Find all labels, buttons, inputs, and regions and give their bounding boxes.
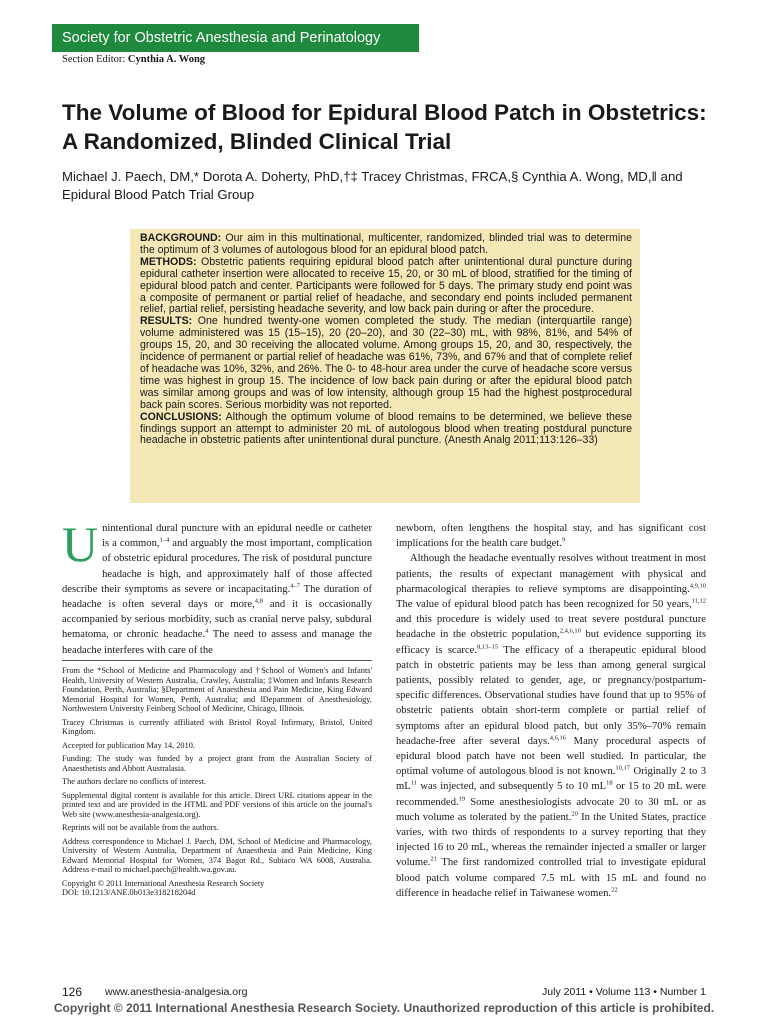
footnote-conflicts: The authors declare no conflicts of interest.	[62, 777, 206, 786]
citation: 4	[205, 627, 209, 635]
abstract-conclusions	[140, 412, 632, 448]
citation: 11,12	[691, 597, 706, 605]
copyright-notice: Copyright © 2011 International Anesthesia Research Society. Unauthorized reproduction of this article is prohibited.	[53, 1001, 715, 1015]
abstract-box	[130, 229, 640, 503]
citation: 10,17	[615, 764, 631, 772]
citation: 4–7	[290, 582, 300, 590]
text-run: The efficacy of a therapeutic epidural blood patch in obstetric patients may be less than among general surgical patients, possibly related to gender, age, or pregnancy/postpartum-specific differences. Observational studies have found that up to 95% of obstetric patients obtain short-term complete or partial relief of symptoms after an epidural blood patch, but only 35%–70% remain headache-free after several days.	[396, 644, 706, 747]
section-editor-name: Cynthia A. Wong	[127, 54, 206, 65]
abstract-methods	[140, 257, 632, 317]
text-run: or 15 to 20 mL were recommended.	[396, 781, 706, 808]
text-run: and this procedure is widely used to treat severe postdural puncture headache in the obstetric population,	[396, 614, 706, 641]
journal-url[interactable]: www.anesthesia-analgesia.org	[105, 986, 248, 998]
methods-text: Obstetric patients requiring epidural blood patch after unintentional dural puncture during epidural catheter insertion were allocated to receive 15, 20, or 30 mL of blood, stratified for the timing of epidural blood patch and center. Participants were followed for 5 days. The primary study end point was a composite of permanent or partial relief of headache, and secondary end points included permanent relief, partial relief, persisting headache severity, and low back pain during or after the procedure.	[140, 255, 632, 316]
text-run: Originally 2 to 3 mL	[396, 766, 706, 793]
citation: 9	[561, 536, 566, 544]
citation: 11	[410, 779, 417, 787]
issue-info: July 2011 • Volume 113 • Number 1	[542, 986, 706, 998]
footnote-rule	[62, 660, 372, 661]
society-banner: Society for Obstetric Anesthesia and Perinatology	[52, 24, 419, 52]
second-paragraph	[396, 551, 706, 901]
footnotes	[62, 666, 372, 902]
body-right-column	[396, 521, 706, 901]
citation: 2,4,6,10	[559, 627, 581, 635]
citation: 4,8	[254, 597, 263, 605]
abstract-background	[140, 233, 632, 257]
footnote-copyright-doi: Copyright © 2011 International Anesthesia Research Society DOI: 10.1213/ANE.0b013e318218204d	[62, 878, 265, 897]
results-text: One hundred twenty-one women completed the study. The median (interquartile range) volume administered was 15 (15–15), 20 (20–20), and 30 (22–30) mL, with 98%, 81%, and 54% of groups 15, 20, and 30 receiving the allocated volume. Among groups 15, 20, and 30, respectively, the incidence of permanent or partial relief of headache was 61%, 73%, and 67% and that of complete relief of headache was 10%, 32%, and 26%. The 0- to 48-hour area under the curve of headache score versus time was highest in group 15. The incidence of low back pain during or after the epidural blood patch was similar among groups and was of low intensity, although group 15 had the highest postprocedural back pain scores. Serious morbidity was not reported.	[140, 315, 633, 411]
footnote-accepted: Accepted for publication May 14, 2010.	[62, 740, 195, 750]
text-run: Many procedural aspects of epidural blood patch have not been well studied. In particular, the optimal volume of autologous blood is not known.	[396, 735, 706, 778]
section-editor-label: Section Editor:	[62, 54, 126, 65]
text-run: nintentional dural puncture with an epidural needle or catheter is a common,	[102, 523, 372, 550]
citation: 22	[611, 886, 618, 894]
background-label: BACKGROUND:	[140, 232, 222, 244]
intro-paragraph	[62, 516, 372, 658]
text-run: and it is occasionally accompanied by serious morbidity, such as cranial nerve palsy, subdural hematoma, or chronic headache.	[62, 599, 372, 641]
footnote-affiliations: From the *School of Medicine and Pharmacology and †School of Women's and Infants' Health, University of Western Australia, Crawley, Australia; ‡Women and Infants Research Foundation, Perth, Australia; §Department of Anaesthesia and Pain Medicine, King Edward Memorial Hospital for Women, Perth, Australia; and ‖Department of Anesthesiology, Northwestern University Feinberg School of Medicine, Chicago, Illinois.	[62, 666, 372, 713]
citation: 19	[458, 795, 466, 803]
text-run: The duration of headache is often several days or more,	[62, 583, 372, 611]
text-run: Although the headache eventually resolves without treatment in most patients, the results of expectant management with physical and pharmacological therapies to relieve symptoms are disappointing.	[396, 553, 706, 595]
text-run: In the United States, practice varies, with two thirds of respondents to a survey reporting that they injected 16 to 20 mL, whereas the remainder injected a smaller or larger volume.	[396, 811, 706, 869]
conclusions-text: Although the optimum volume of blood remains to be determined, we believe these findings support an attempt to administer 20 mL of autologous blood when treating postdural puncture headache in obstetric patients after unintentional dural puncture. (Anesth Analg 2011;113:126–33)	[140, 410, 633, 447]
drop-cap: U	[62, 516, 99, 572]
continued-paragraph	[396, 521, 706, 551]
footnote-funding: Funding: The study was funded by a project grant from the Australian Society of Anaesthetists and Abbott Australasia.	[62, 754, 372, 773]
text-run: Some anesthesiologists advocate 20 to 30 mL or as much volume as tolerated by the patient.	[396, 796, 706, 823]
citation: 8,13–15	[477, 643, 499, 651]
text-run: newborn, often lengthens the hospital stay, and has significant cost implications for the health care budget.	[396, 523, 706, 550]
text-run: The need to assess and manage the headache interferes with care of the	[62, 629, 372, 656]
text-run: was injected, and subsequently 5 to 10 mL	[416, 781, 607, 793]
text-run: but evidence supporting its efficacy is scarce.	[396, 629, 706, 656]
text-run: and arguably the most important, complication of obstetric epidural procedures. The risk of postdural puncture headache is high, and approximately half of those affected describe their symptoms as severe or incapacitating.	[62, 538, 372, 595]
methods-label: METHODS:	[140, 255, 197, 268]
footnote-correspondence: Address correspondence to Michael J. Paech, DM, School of Medicine and Pharmacology, University of Western Australia, Department of Anaesthesia and Pain Medicine, King Edward Memorial Hospital for Women, 374 Bagot Rd., Subiaco WA 6008, Australia. Address e-mail to michael.paech@health.wa.gov.au.	[62, 836, 372, 874]
section-editor	[62, 54, 205, 65]
citation: 4,9,10	[689, 582, 706, 590]
article-title: The Volume of Blood for Epidural Blood Patch in Obstetrics: A Randomized, Blinded Clinical Trial	[62, 100, 707, 154]
footnote-reprints: Reprints will not be available from the authors.	[62, 823, 219, 832]
results-label: RESULTS:	[140, 315, 193, 328]
conclusions-label: CONCLUSIONS:	[140, 410, 222, 423]
citation: 4,6,16	[549, 734, 567, 742]
footnote-current-affiliation: Tracey Christmas is currently affiliated with Bristol Royal Infirmary, Bristol, United Kingdom.	[62, 717, 372, 736]
body-left-column	[62, 516, 372, 658]
citation: 1–4	[159, 536, 170, 544]
text-run: The first randomized controlled trial to investigate epidural blood patch volume compared 7.5 mL with 15 mL and found no difference in headache relief in Taiwanese women.	[396, 857, 706, 899]
citation: 21	[430, 855, 437, 863]
citation: 18	[606, 779, 613, 787]
text-run: The value of epidural blood patch has been recognized for 50 years,	[396, 599, 692, 611]
abstract-results	[140, 316, 632, 411]
background-text: Our aim in this multinational, multicenter, randomized, blinded trial was to determine the optimum of 3 volumes of autologous blood for an epidural blood patch.	[140, 232, 632, 256]
page-number: 126	[62, 985, 83, 999]
citation: 20	[571, 810, 578, 818]
footnote-supplemental: Supplemental digital content is available for this article. Direct URL citations appear in the printed text and are provided in the HTML and PDF versions of this article on the journal's Web site (www.anesthesia-analgesia.org).	[62, 790, 372, 819]
author-list: Michael J. Paech, DM,* Dorota A. Doherty, PhD,†‡ Tracey Christmas, FRCA,§ Cynthia A. Wong, MD,‖ and Epidural Blood Patch Trial Group	[62, 169, 683, 202]
